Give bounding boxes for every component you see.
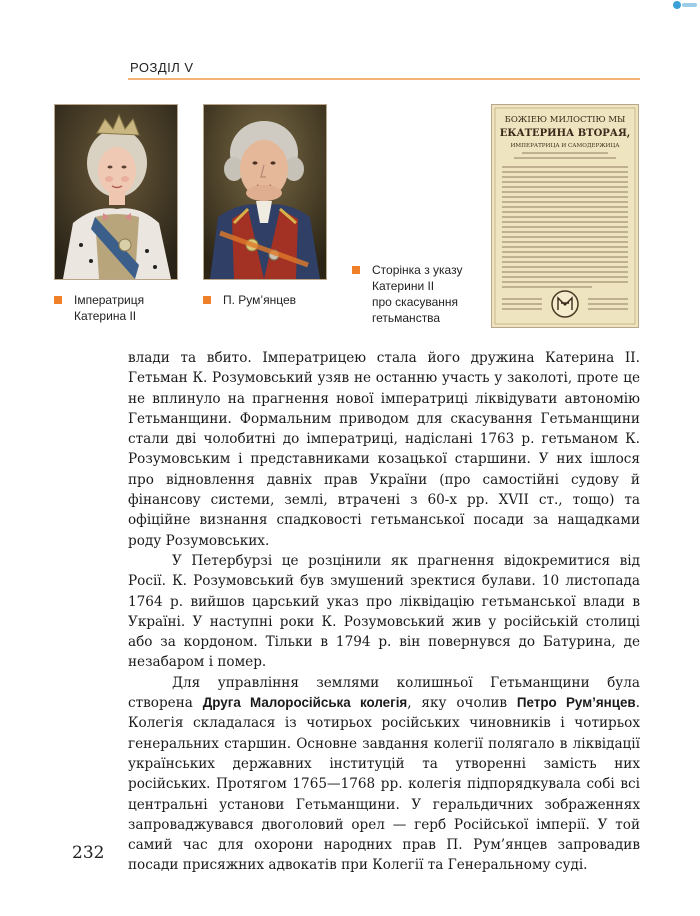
caption-decree-line2: Катерини II (372, 279, 435, 293)
paragraph-3 (128, 673, 640, 876)
section-title: РОЗДІЛ V (130, 60, 194, 75)
page-number: 232 (72, 843, 105, 863)
portrait-rumyantsev-icon (204, 105, 326, 279)
caption-bullet-icon (203, 296, 211, 304)
caption-decree-line4: гетьманства (372, 311, 441, 325)
seal-icon (552, 291, 578, 317)
decree-heading-3: ИМПЕРАТРИЦА И САМОДЕРЖИЦА (510, 143, 620, 149)
caption-decree-line3: про скасування (372, 295, 459, 309)
paragraph-2: У Петербурзі це розцінили як прагнення відокремитися від Росії. К. Розумовський був змушений зректися булави. 10 листопада 1764 р. вийшов царський указ про ліквідацію гетьманської влади в Україні. У наступні роки К. Розумовський жив у російській столиці або за кордоном. Тільки в 1794 р. він повернувся до Батурина, де незабаром і помер. (128, 552, 640, 671)
caption-catherine-line2: Катерина II (74, 309, 137, 323)
paragraph-3-part-b: , яку очолив (407, 695, 517, 712)
caption-decree-line1: Сторінка з указу (372, 263, 463, 277)
publisher-logo-icon (672, 0, 698, 10)
term-second-little-russian-collegium: Друга Малоросійська колегія (202, 695, 408, 711)
portrait-catherine-image (54, 104, 178, 280)
caption-bullet-icon (352, 266, 360, 274)
decree-page-image (491, 104, 639, 328)
caption-decree (352, 262, 488, 326)
paragraph-1: влади та вбито. Імператрицею стала його дружина Катерина II. Гетьман К. Розумовський узяв не останню участь у заколоті, проте це не вплинуло на прагнення нової імператриці ліквідувати автономію Гетьманщини. Формальним приводом для скасування Гетьманщини стали дві чолобитні до імператриці, надіслані 1763 р. гетьманом К. Розумовським і представниками козацької старшини. У них ішлося про відновлення давніх прав України (про самостійні судову й фінансову системи, землі, втрачені з 60-х рр. XVII ст., тощо) та офіційне визнання спадковості гетьманської посади за нащадками роду Розумовських. (128, 350, 640, 549)
section-divider (128, 78, 640, 80)
caption-bullet-icon (54, 296, 62, 304)
term-petro-rumyantsev: Петро Рум’янцев (516, 695, 636, 711)
decree-heading-2: ЕКАТЕРИНА ВТОРАЯ, (499, 128, 631, 139)
caption-rumyantsev (203, 292, 323, 308)
body-text (128, 348, 640, 876)
decree-page-icon (492, 105, 638, 327)
paragraph-3-part-a: Для управління землями колишньої Гетьманщини була створена (128, 674, 640, 712)
portrait-catherine-icon (55, 105, 177, 279)
decree-heading-1: БОЖІЕЮ МИЛОСТІЮ МЫ (504, 115, 626, 125)
portrait-rumyantsev-image (203, 104, 327, 280)
caption-catherine-line1: Імператриця (74, 293, 145, 307)
paragraph-3-part-c: . Колегія складалася із чотирьох російських чиновників і чотирьох генеральних старшин. Основне завдання колегії полягало в ліквідації українських державних інституцій та утворенні замість них російських. Протягом 1765—1768 рр. колегія підпорядкувала собі всі центральні установи Гетьманщини. У геральдичних зображеннях запроваджувався двоголовий орел — герб Російської імперії. У той самий час для охорони народних прав П. Рум’янцев запровадив посади присяжних адвокатів при Колегії та Генеральному суді. (128, 695, 640, 874)
caption-rumyantsev-line1: П. Рум’янцев (223, 293, 296, 307)
caption-catherine (54, 292, 194, 324)
